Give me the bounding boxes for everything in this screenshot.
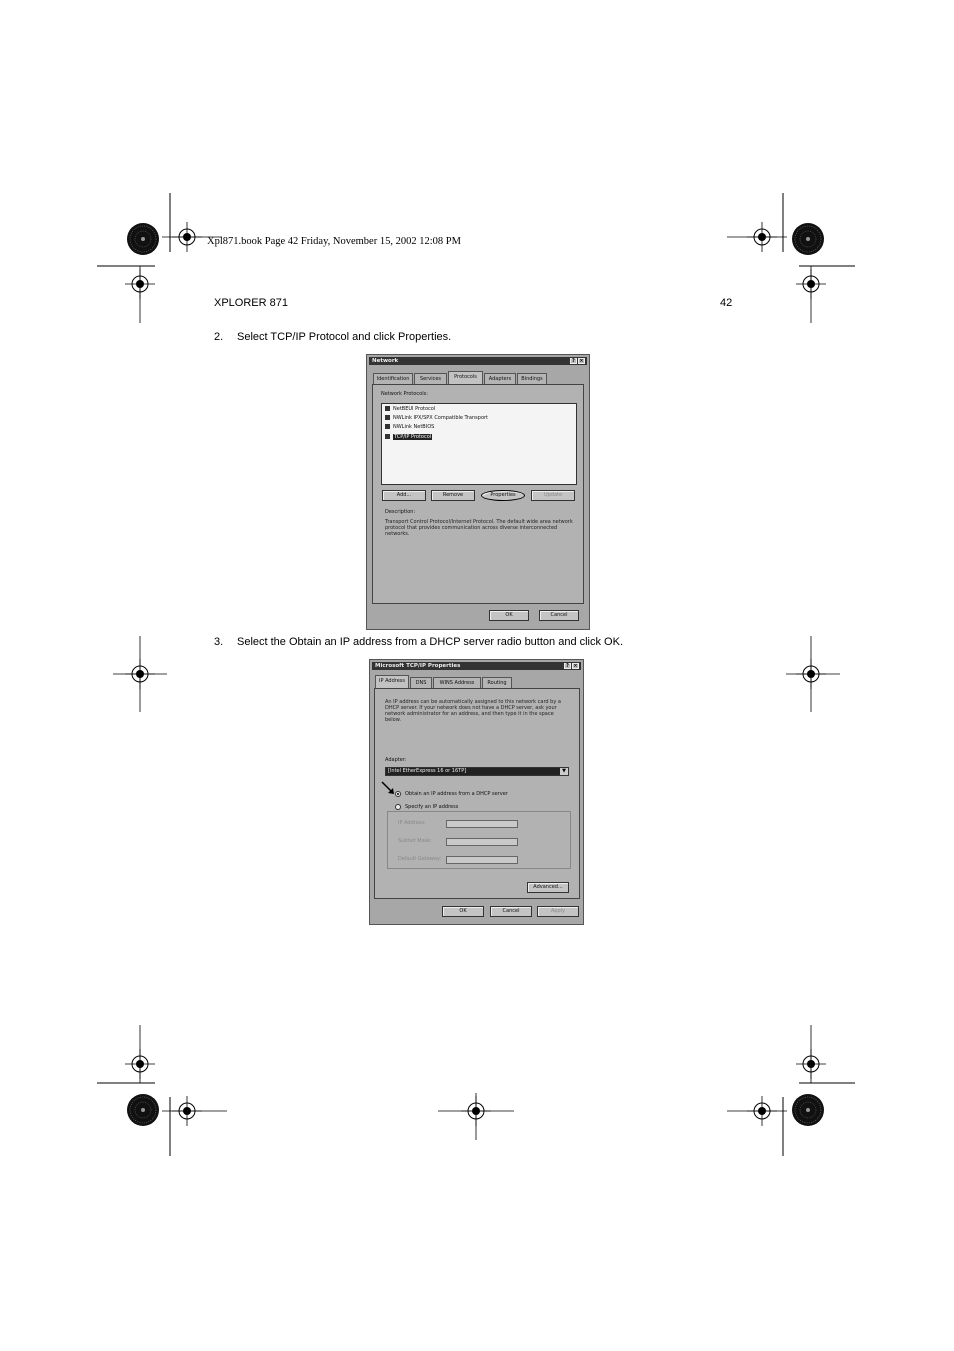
- subnet-mask-label: Subnet Mask:: [398, 838, 432, 844]
- ip-address-panel: [374, 688, 580, 899]
- network-icon: [385, 415, 390, 420]
- update-button[interactable]: Update: [531, 490, 575, 501]
- ip-address-label: IP Address:: [398, 820, 426, 826]
- step-3-text: Select the Obtain an IP address from a DHCP server radio button and click OK.: [237, 636, 624, 648]
- ok-button[interactable]: OK: [489, 610, 529, 621]
- tab-routing[interactable]: Routing: [482, 677, 512, 688]
- protocol-item[interactable]: NetBEUI Protocol: [385, 406, 435, 412]
- advanced-button[interactable]: Advanced...: [527, 882, 569, 893]
- running-header-title: XPLORER 871: [214, 297, 288, 309]
- help-button[interactable]: ?: [570, 358, 577, 364]
- tab-services[interactable]: Services: [414, 373, 447, 384]
- tab-bindings[interactable]: Bindings: [517, 373, 547, 384]
- protocol-item[interactable]: NWLink NetBIOS: [385, 424, 434, 430]
- network-dialog: [366, 354, 590, 630]
- default-gateway-field[interactable]: [446, 856, 518, 864]
- adapter-select[interactable]: [385, 767, 569, 776]
- cancel-button[interactable]: Cancel: [490, 906, 532, 917]
- dhcp-intro-text: An IP address can be automatically assigned to this network card by a DHCP server. If your network does not have a DHCP server, ask your network administrator for an address, and then type it in the space below.: [385, 699, 561, 723]
- network-icon: [385, 434, 390, 439]
- remove-button[interactable]: Remove: [431, 490, 475, 501]
- close-button[interactable]: ×: [579, 358, 584, 364]
- default-gateway-label: Default Gateway:: [398, 856, 442, 862]
- tab-wins-address[interactable]: WINS Address: [433, 677, 481, 688]
- chevron-down-icon[interactable]: ▼: [560, 768, 568, 775]
- tab-identification[interactable]: Identification: [373, 373, 413, 384]
- add-button[interactable]: Add...: [382, 490, 426, 501]
- pointer-arrow-icon: [381, 781, 395, 795]
- protocol-description: Transport Control Protocol/Internet Protocol. The default wide area network protocol that provides communication across diverse interconnected networks.: [385, 519, 573, 537]
- step-3-number: 3.: [214, 636, 224, 648]
- ok-button[interactable]: OK: [442, 906, 484, 917]
- specify-ip-radio[interactable]: [395, 804, 401, 810]
- specify-ip-label: Specify an IP address: [405, 804, 459, 810]
- network-protocols-label: Network Protocols:: [381, 391, 428, 397]
- obtain-ip-dhcp-radio[interactable]: [395, 791, 401, 797]
- slug-line: Xpl871.book Page 42 Friday, November 15, 2002 12:08 PM: [207, 236, 461, 247]
- adapter-label: Adapter:: [385, 757, 407, 763]
- step-2-text: Select TCP/IP Protocol and click Properties.: [237, 331, 452, 343]
- adapter-select-value: [Intel EtherExpress 16 or 16TP]: [388, 768, 467, 774]
- network-dialog-titlebar: [369, 357, 587, 365]
- network-dialog-title: Network: [372, 358, 399, 364]
- obtain-ip-dhcp-label: Obtain an IP address from a DHCP server: [405, 791, 508, 797]
- apply-button[interactable]: Apply: [537, 906, 579, 917]
- protocol-item-selected[interactable]: TCP/IP Protocol: [385, 434, 432, 440]
- ip-address-field[interactable]: [446, 820, 518, 828]
- page-number: 42: [720, 297, 733, 309]
- help-button[interactable]: ?: [564, 663, 571, 669]
- ip-fields-group: [387, 811, 571, 869]
- tab-adapters[interactable]: Adapters: [484, 373, 516, 384]
- network-icon: [385, 424, 390, 429]
- tcpip-properties-dialog: [369, 659, 584, 925]
- properties-button[interactable]: Properties: [481, 490, 525, 501]
- tab-protocols[interactable]: Protocols: [448, 371, 483, 384]
- network-icon: [385, 406, 390, 411]
- protocol-item[interactable]: NWLink IPX/SPX Compatible Transport: [385, 415, 488, 421]
- protocols-listbox[interactable]: [381, 403, 577, 485]
- tcpip-dialog-title: Microsoft TCP/IP Properties: [375, 663, 461, 669]
- tab-ip-address[interactable]: IP Address: [375, 675, 409, 688]
- tab-dns[interactable]: DNS: [410, 677, 432, 688]
- protocols-panel: [372, 384, 584, 604]
- step-2-number: 2.: [214, 331, 224, 343]
- cancel-button[interactable]: Cancel: [539, 610, 579, 621]
- description-label: Description:: [385, 509, 416, 515]
- tcpip-dialog-titlebar: [372, 662, 581, 670]
- close-button[interactable]: ×: [573, 663, 578, 669]
- subnet-mask-field[interactable]: [446, 838, 518, 846]
